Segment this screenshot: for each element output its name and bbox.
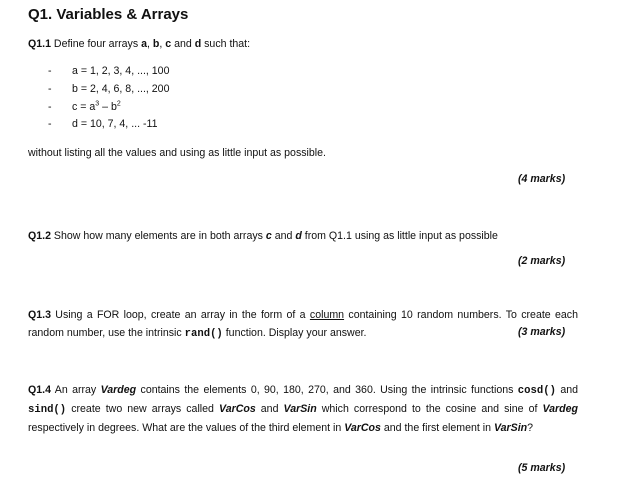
separator: , bbox=[146, 38, 153, 50]
q1-4-text-part: An array bbox=[50, 384, 101, 396]
vardeg-name: Vardeg bbox=[542, 403, 579, 415]
q1-4-text-part: and bbox=[255, 403, 284, 415]
array-a-definition: a = 1, 2, 3, 4, ..., 100 bbox=[72, 65, 170, 77]
bullet-dash: - bbox=[48, 83, 52, 95]
bullet-d bbox=[48, 118, 158, 130]
separator: , bbox=[159, 38, 166, 50]
q1-2-text-part: and bbox=[271, 230, 296, 242]
q1-3-text-part: containing 10 random numbers. To create each random number, use the intrinsic bbox=[28, 309, 578, 339]
q1-3-label: Q1.3 bbox=[28, 309, 51, 321]
array-b-definition: b = 2, 4, 6, 8, ..., 200 bbox=[72, 83, 170, 95]
sind-function: sind() bbox=[28, 404, 67, 416]
q1-4-label: Q1.4 bbox=[28, 384, 51, 396]
q1-4-text bbox=[28, 381, 578, 437]
c-expr-part: – b bbox=[99, 100, 117, 113]
var-d: d bbox=[194, 38, 202, 50]
bullet-dash: - bbox=[48, 100, 52, 113]
column-underlined: column bbox=[309, 309, 345, 321]
q1-4-marks: (5 marks) bbox=[518, 462, 566, 474]
rand-function: rand() bbox=[184, 328, 223, 340]
var-b: b bbox=[152, 38, 160, 50]
q1-4-text-part: create two new arrays called bbox=[66, 403, 220, 415]
page-title: Q1. Variables & Arrays bbox=[28, 6, 189, 23]
q1-1-closing: without listing all the values and using as little input as possible. bbox=[28, 147, 326, 159]
q1-4-text-part: ? bbox=[527, 422, 534, 434]
q1-1-intro-end: such that: bbox=[201, 38, 251, 50]
bullet-dash: - bbox=[48, 65, 52, 77]
q1-3-text-part: function. Display your answer. bbox=[222, 327, 367, 339]
exponent: 3 bbox=[95, 100, 100, 107]
vardeg-name: Vardeg bbox=[100, 384, 137, 396]
q1-1-intro-text: Define four arrays bbox=[53, 38, 142, 50]
c-expr-part: c = a bbox=[72, 100, 96, 113]
q1-3-text bbox=[28, 306, 578, 343]
cosd-function: cosd() bbox=[517, 385, 556, 397]
q1-1-intro bbox=[28, 36, 250, 53]
var-d: d bbox=[295, 230, 302, 242]
q1-2-text-part: Show how many elements are in both arrays bbox=[50, 230, 266, 242]
separator: and bbox=[171, 38, 195, 50]
varcos-name: VarCos bbox=[219, 403, 256, 415]
bullet-b bbox=[48, 83, 169, 95]
q1-3-text-part: Using a FOR loop, create an array in the form of a bbox=[50, 309, 310, 321]
varsin-name: VarSin bbox=[493, 422, 528, 434]
var-c: c bbox=[265, 230, 272, 242]
array-d-definition: d = 10, 7, 4, ... -11 bbox=[72, 118, 158, 130]
q1-4-text-part: which correspond to the cosine and sine of bbox=[316, 403, 543, 415]
varcos-name: VarCos bbox=[344, 422, 381, 434]
exponent: 2 bbox=[116, 100, 121, 107]
var-c: c bbox=[165, 38, 172, 50]
bullet-c bbox=[48, 100, 121, 113]
var-a: a bbox=[141, 38, 147, 50]
q1-4-text-part: contains the elements 0, 90, 180, 270, and 360. Using the intrinsic functions bbox=[136, 384, 518, 396]
q1-1-marks: (4 marks) bbox=[518, 173, 566, 185]
varsin-name: VarSin bbox=[283, 403, 317, 415]
q1-2-label: Q1.2 bbox=[28, 230, 51, 242]
bullet-a bbox=[48, 65, 169, 77]
array-c-definition bbox=[72, 101, 121, 113]
q1-2-text bbox=[28, 228, 498, 245]
q1-4-text-part: and the first element in bbox=[380, 422, 494, 434]
q1-4-text-part: respectively in degrees. What are the values of the third element in bbox=[28, 422, 345, 434]
q1-1-label: Q1.1 bbox=[28, 38, 51, 50]
q1-2-marks: (2 marks) bbox=[518, 255, 566, 267]
q1-2-text-part: from Q1.1 using as little input as possible bbox=[301, 230, 498, 242]
bullet-dash: - bbox=[48, 118, 52, 130]
q1-3-marks: (3 marks) bbox=[518, 326, 566, 338]
q1-4-text-part: and bbox=[555, 384, 579, 396]
